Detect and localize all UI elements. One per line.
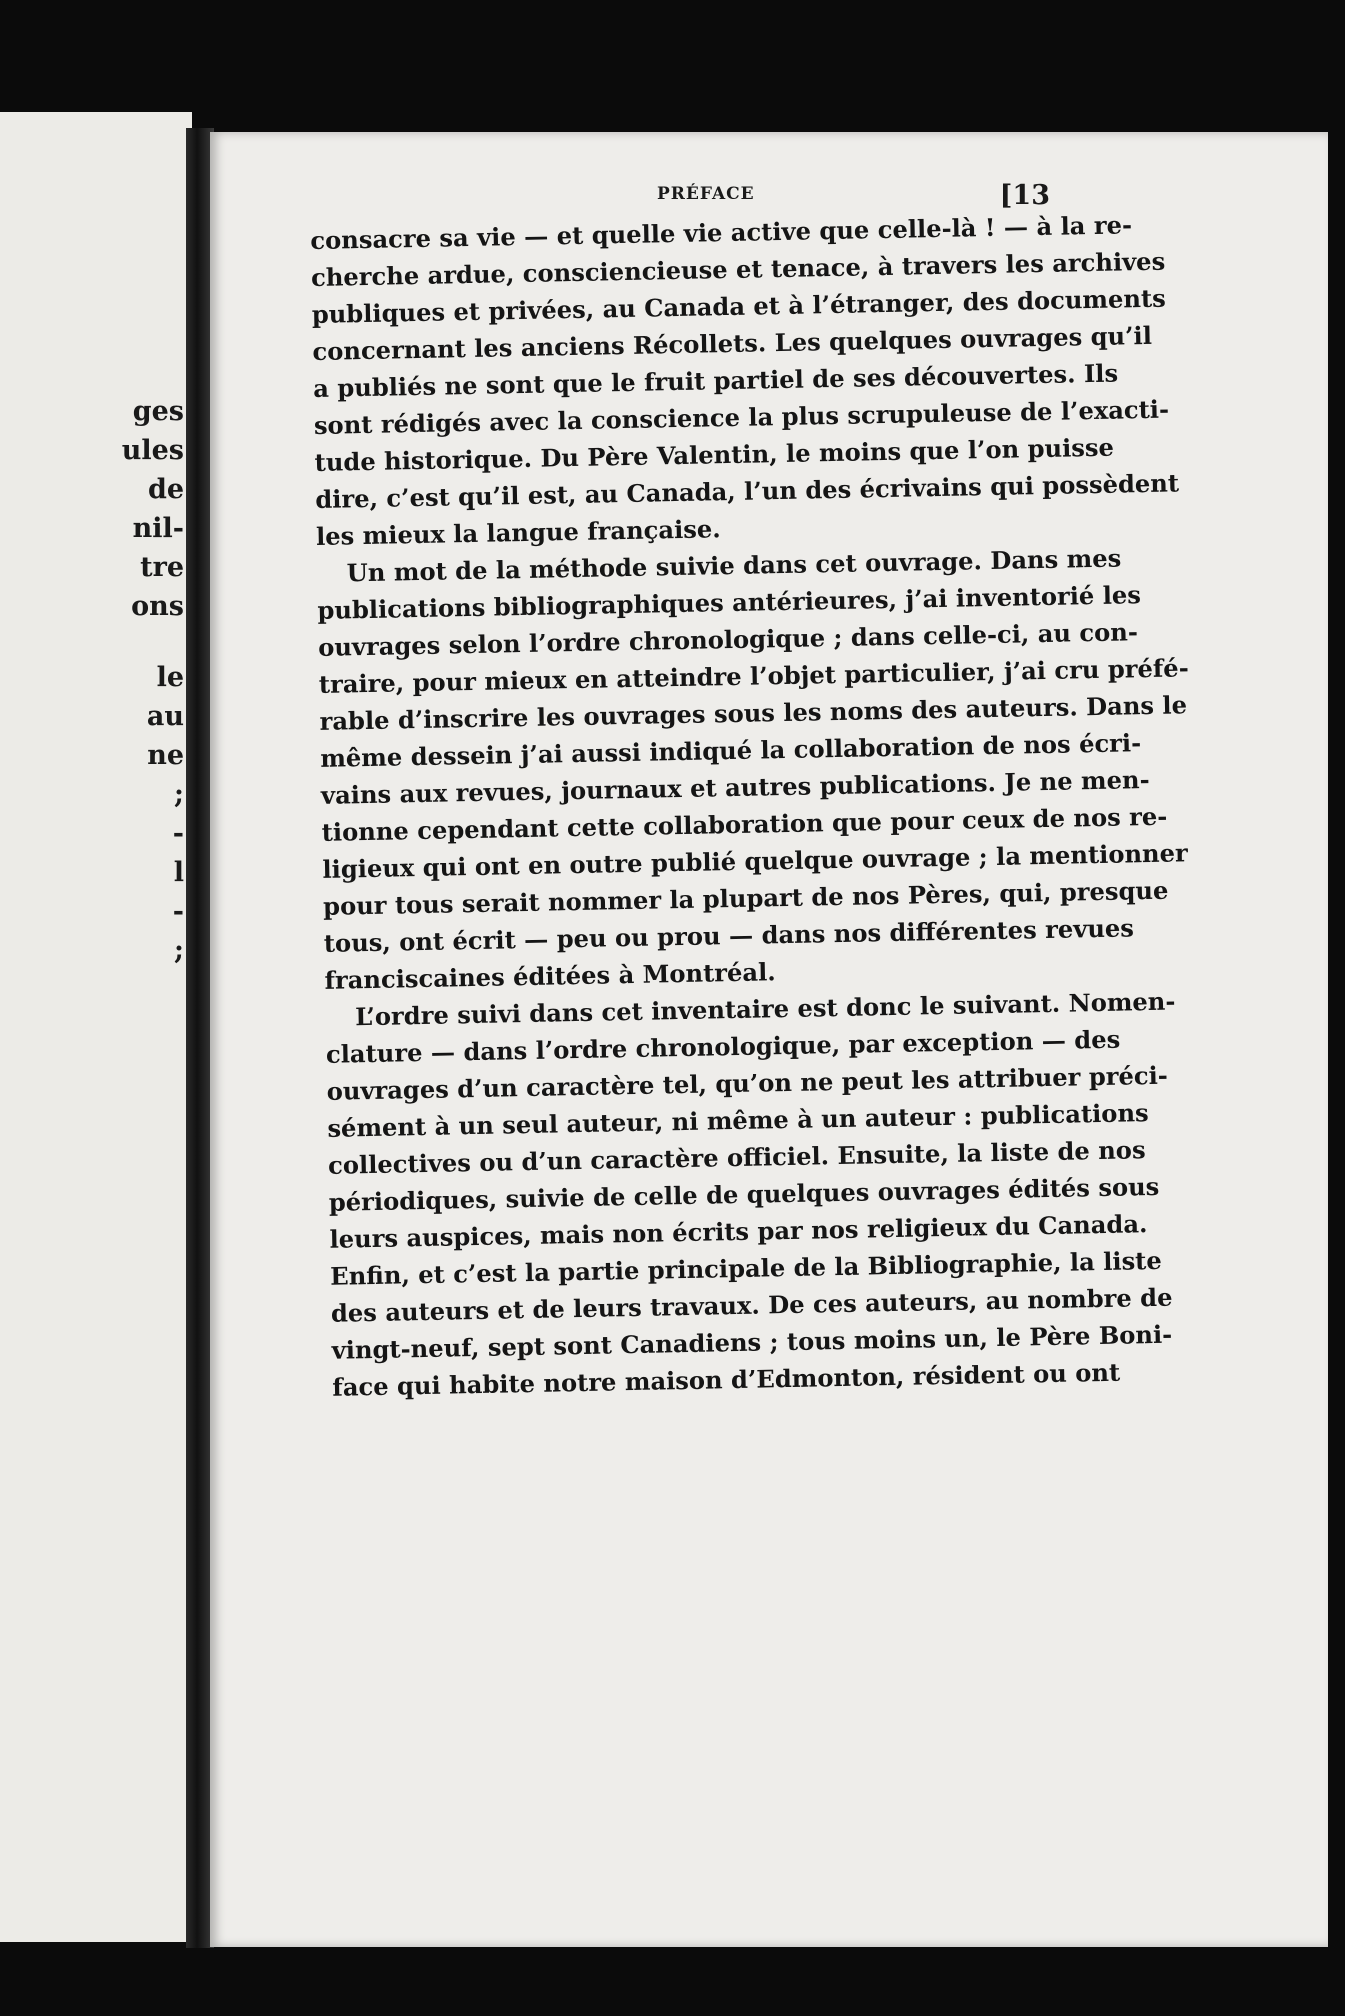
paragraph: [310, 207, 1180, 555]
left-fragment: ;: [174, 779, 184, 810]
left-fragment: le: [156, 662, 184, 693]
text-line: traire, pour mieux en atteindre l’objet particulier, j’ai cru préfé-: [318, 653, 1189, 699]
text-line: leurs auspices, mais non écrits par nos religieux du Canada.: [329, 1209, 1148, 1254]
text-line: Un mot de la méthode suivie dans cet ouvrage. Dans mes: [346, 543, 1122, 588]
text-line: clature — dans l’ordre chronologique, par exception — des: [325, 1024, 1121, 1069]
left-fragment: ne: [147, 740, 184, 771]
left-fragment: ;: [174, 935, 184, 966]
left-facing-page: [0, 112, 192, 1942]
text-line: collectives ou d’un caractère officiel. Ensuite, la liste de nos: [327, 1135, 1146, 1180]
left-fragment: l: [173, 857, 184, 888]
text-line: rable d’inscrire les ouvrages sous les noms des auteurs. Dans le: [319, 690, 1188, 736]
body-text: [310, 207, 1189, 1406]
text-line: concernant les anciens Récollets. Les quelques ouvrages qu’il: [312, 320, 1153, 366]
left-page-text-fragments: [64, 392, 184, 970]
text-line: sément à un seul auteur, ni même à un auteur : publications: [327, 1098, 1149, 1143]
text-line: pour tous serait nommer la plupart de nos Pères, qui, presque: [322, 875, 1169, 921]
page-number: [13: [999, 180, 1050, 211]
text-line: les mieux la langue française.: [315, 514, 721, 551]
text-line: vains aux revues, journaux et autres publications. Je ne men-: [320, 764, 1150, 810]
text-line: ligieux qui ont en outre publié quelque ouvrage ; la mentionner: [322, 838, 1188, 884]
text-line: ouvrages d’un caractère tel, qu’on ne peut les attribuer préci-: [326, 1060, 1169, 1106]
left-fragment: ges: [132, 396, 184, 427]
text-line: ouvrages selon l’ordre chronologique ; dans celle-ci, au con-: [317, 617, 1139, 662]
text-line: L’ordre suivi dans cet inventaire est donc le suivant. Nomen-: [354, 986, 1176, 1032]
text-line: tude historique. Du Père Valentin, le moins que l’on puisse: [314, 432, 1115, 477]
text-line: face qui habite notre maison d’Edmonton, résident ou ont: [332, 1357, 1121, 1402]
left-fragment: au: [146, 701, 184, 732]
text-line: dire, c’est qu’il est, au Canada, l’un des écrivains qui possèdent: [315, 468, 1180, 514]
paragraph: [325, 984, 1176, 1406]
text-line: franciscaines éditées à Montréal.: [324, 957, 776, 995]
left-fragment: -: [172, 896, 184, 927]
left-fragment: de: [147, 474, 184, 505]
text-line: publiques et privées, au Canada et à l’étranger, des documents: [311, 283, 1167, 329]
left-fragment: nil-: [132, 513, 184, 544]
left-fragment: ons: [131, 591, 184, 622]
text-line: publications bibliographiques antérieures, j’ai inventorié les: [317, 580, 1142, 625]
text-line: des auteurs et de leurs travaux. De ces auteurs, au nombre de: [330, 1282, 1173, 1328]
left-fragment: -: [172, 818, 184, 849]
paragraph: [316, 540, 1189, 999]
text-line: a publiés ne sont que le fruit partiel de ses découvertes. Ils: [312, 358, 1119, 403]
text-line: vingt-neuf, sept sont Canadiens ; tous moins un, le Père Boni-: [331, 1319, 1173, 1365]
text-line: cherche ardue, consciencieuse et tenace, à travers les archives: [310, 246, 1166, 292]
text-line: tionne cependant cette collaboration que pour ceux de nos re-: [321, 801, 1168, 847]
text-line: sont rédigés avec la conscience la plus scrupuleuse de l’exacti-: [313, 394, 1170, 440]
left-fragment-gap: [64, 626, 184, 658]
text-line: consacre sa vie — et quelle vie active que celle-là ! — à la re-: [310, 210, 1133, 255]
text-line: périodiques, suivie de celle de quelques ouvrages édités sous: [328, 1171, 1160, 1217]
left-fragment: ules: [121, 435, 184, 466]
text-line: même dessein j’ai aussi indiqué la collaboration de nos écri-: [320, 728, 1142, 773]
text-line: tous, ont écrit — peu ou prou — dans nos différentes revues: [323, 913, 1135, 958]
running-title: PRÉFACE: [657, 184, 755, 204]
left-fragment: tre: [140, 552, 184, 583]
text-line: Enfin, et c’est la partie principale de la Bibliographie, la liste: [329, 1245, 1162, 1291]
